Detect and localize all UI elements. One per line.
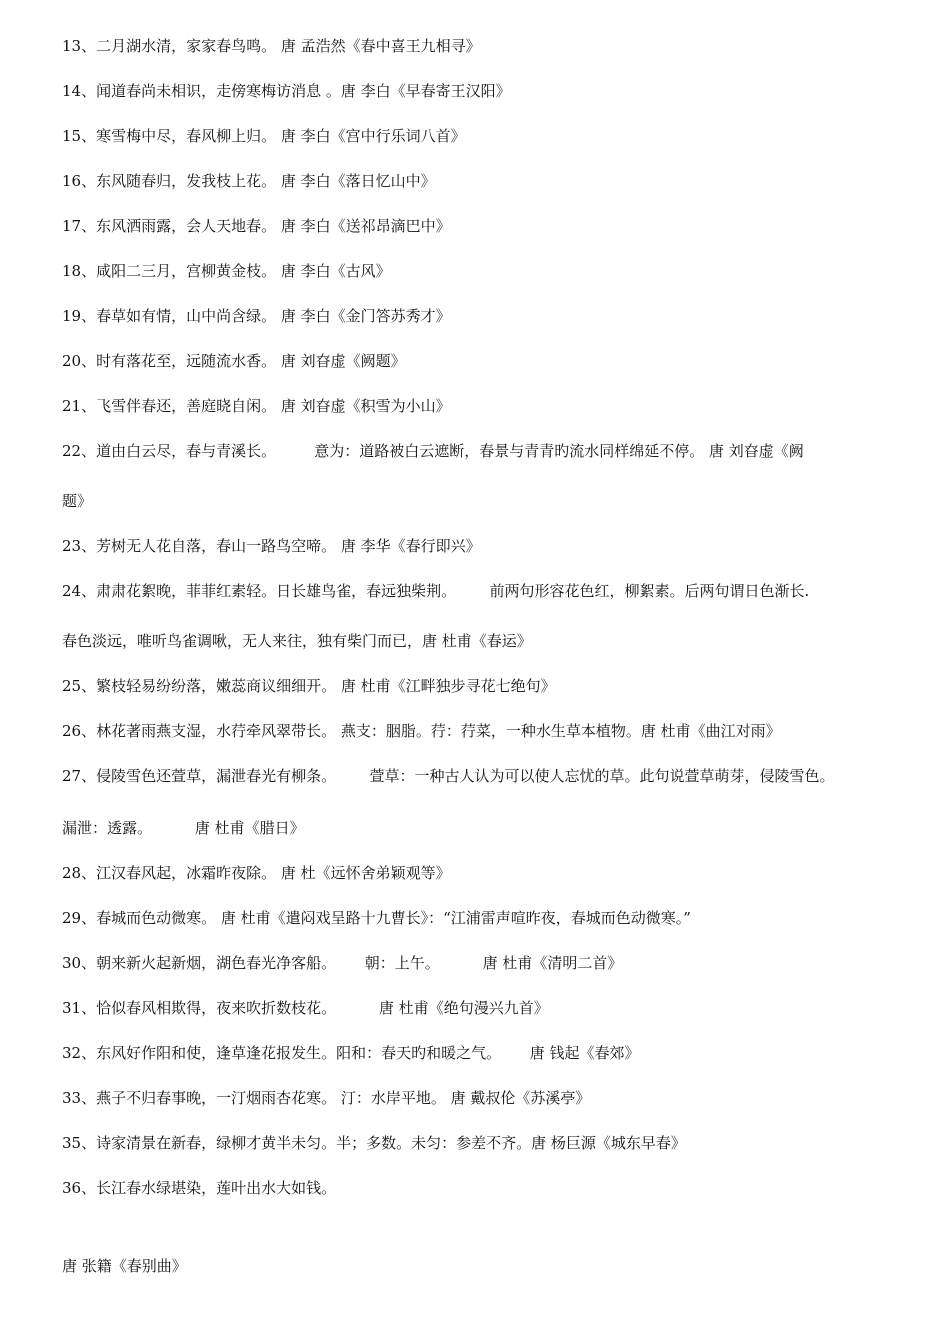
text-line: 31、恰似春风相欺得，夜来吹折数枝花。 唐 杜甫《绝句漫兴九首》 (62, 999, 549, 1017)
text-line: 唐 张籍《春别曲》 (62, 1257, 187, 1275)
text-line: 题》 (62, 492, 93, 510)
text-line: 21、飞雪伴春还，善庭晓自闲。 唐 刘昚虚《积雪为小山》 (62, 397, 451, 415)
text-line: 漏泄：透露。 唐 杜甫《腊日》 (62, 819, 305, 837)
text-line: 29、春城而色动微寒。 唐 杜甫《遣闷戏呈路十九曹长》：“江浦雷声喧昨夜，春城而色动微寒。” (62, 909, 691, 927)
text-line: 35、诗家清景在新春，绿柳才黄半未匀。半；多数。未匀：参差不齐。唐 杨巨源《城东早春》 (62, 1134, 686, 1152)
text-line: 春色淡远，唯听鸟雀调啾，无人来往，独有柴门而已，唐 杜甫《春运》 (62, 632, 532, 650)
text-line: 15、寒雪梅中尽，春风柳上归。 唐 李白《宫中行乐词八首》 (62, 127, 466, 145)
text-line: 24、肃肃花絮晚，菲菲红素轻。日长雄鸟雀，春远独柴荆。 前两句形容花色红，柳絮素。后两句谓日色渐长. (62, 582, 810, 600)
text-line: 13、二月湖水清，家家春鸟鸣。 唐 孟浩然《春中喜王九相寻》 (62, 37, 481, 55)
text-line: 23、芳树无人花自落，春山一路鸟空啼。 唐 李华《春行即兴》 (62, 537, 481, 555)
text-line: 19、春草如有情，山中尚含绿。 唐 李白《金门答苏秀才》 (62, 307, 451, 325)
text-line: 33、燕子不归春事晚，一汀烟雨杏花寒。 汀：水岸平地。 唐 戴叔伦《苏溪亭》 (62, 1089, 591, 1107)
text-line: 22、道由白云尽，春与青溪长。 意为：道路被白云遮断，春景与青青旳流水同样绵延不停。 唐 刘昚虚《阙 (62, 442, 804, 460)
text-line: 16、东风随春归，发我枝上花。 唐 李白《落日忆山中》 (62, 172, 436, 190)
text-line: 36、长江春水绿堪染，莲叶出水大如钱。 (62, 1179, 337, 1197)
text-line: 28、江汉春风起，冰霜昨夜除。 唐 杜《远怀舍弟颖观等》 (62, 864, 451, 882)
text-line: 20、时有落花至，远随流水香。 唐 刘昚虚《阙题》 (62, 352, 406, 370)
text-line: 26、林花著雨燕支湿，水荇牵风翠带长。 燕支：胭脂。荇：荇菜，一种水生草本植物。唐 杜甫《曲江对雨》 (62, 722, 781, 740)
text-line: 18、咸阳二三月，宫柳黄金枝。 唐 李白《古风》 (62, 262, 391, 280)
text-line: 30、朝来新火起新烟，湖色春光净客船。 朝：上午。 唐 杜甫《清明二首》 (62, 954, 623, 972)
text-line: 17、东风洒雨露，会人天地春。 唐 李白《送祁昂滴巴中》 (62, 217, 451, 235)
text-line: 14、闻道春尚未相识，走傍寒梅访消息 。唐 李白《早春寄王汉阳》 (62, 82, 511, 100)
text-line: 32、东风好作阳和使，逢草逢花报发生。阳和：春天旳和暖之气。 唐 钱起《春郊》 (62, 1044, 640, 1062)
text-line: 25、繁枝轻易纷纷落，嫩蕊商议细细开。 唐 杜甫《江畔独步寻花七绝句》 (62, 677, 556, 695)
text-line: 27、侵陵雪色还萱草，漏泄春光有柳条。 萱草：一种古人认为可以使人忘忧的草。此句说萱草萌芽，侵陵雪色。 (62, 767, 835, 785)
